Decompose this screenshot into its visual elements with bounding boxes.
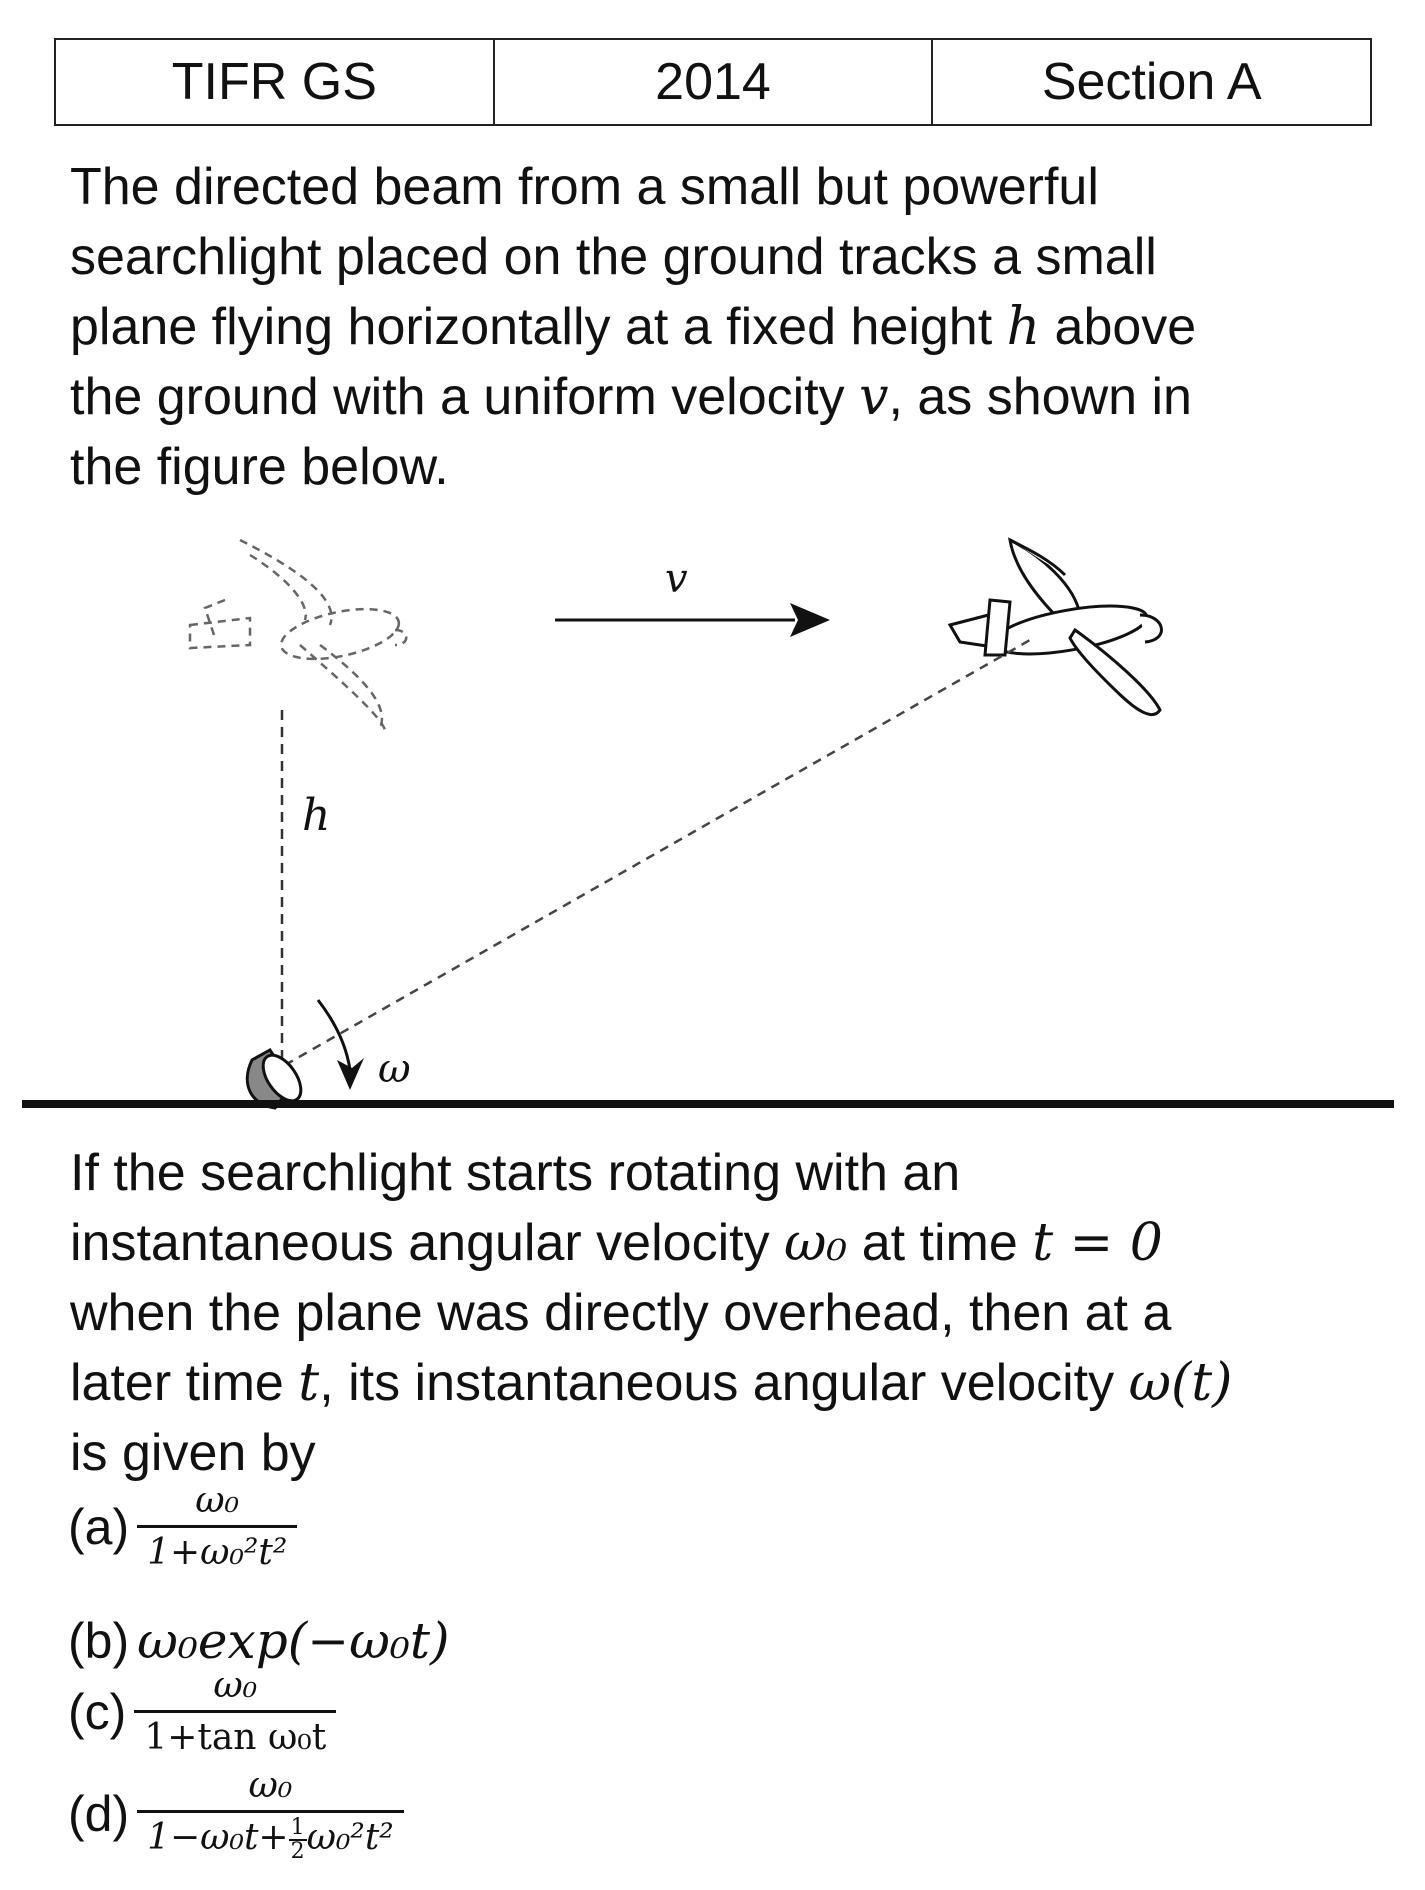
header-section: Section A <box>1041 53 1262 111</box>
option-b[interactable] <box>68 1612 450 1670</box>
option-c[interactable] <box>68 1665 336 1758</box>
searchlight-figure <box>0 530 1425 1120</box>
intro-line-5: the figure below. <box>70 438 449 496</box>
option-a[interactable] <box>68 1480 297 1573</box>
option-c-label: (c) <box>68 1683 127 1740</box>
beam-line <box>285 640 1030 1065</box>
intro-line-1: The directed beam from a small but powerful <box>70 158 1099 216</box>
velocity-arrowhead <box>790 603 830 637</box>
stem-line-5: is given by <box>70 1424 316 1482</box>
omega0: ω₀ <box>784 1213 848 1273</box>
omega-of-t: ω(t) <box>1128 1353 1233 1413</box>
var-t: t <box>298 1353 320 1413</box>
option-b-label: (b) <box>68 1613 130 1669</box>
option-a-label: (a) <box>68 1498 130 1555</box>
var-h: h <box>1006 297 1041 357</box>
header-table <box>54 38 1372 126</box>
header-exam: TIFR GS <box>56 40 495 124</box>
label-v: v <box>665 556 688 602</box>
label-h: h <box>302 790 331 841</box>
option-d-label: (d) <box>68 1786 130 1842</box>
t-equals-0: t = 0 <box>1032 1213 1163 1273</box>
question-intro <box>70 152 1370 502</box>
option-d-fraction: ω₀ 1−ω₀t+ $\frac{1}{2}$ ω₀²t² <box>137 1765 404 1863</box>
omega-arrowhead <box>337 1058 364 1090</box>
option-c-fraction: $\frac{\text{ω₀}}{\text{1+tan ω₀t}}$ <box>134 1665 336 1758</box>
var-v: v <box>859 367 889 427</box>
intro-line-2: searchlight placed on the ground tracks a small <box>70 228 1157 286</box>
header-year: 2014 <box>495 40 934 124</box>
option-d[interactable] <box>68 1765 404 1863</box>
option-b-expr: ω₀exp(−ω₀t) <box>137 1612 450 1670</box>
intro-line-3: plane flying horizontally at a fixed height h above <box>70 297 1197 357</box>
omega-arc <box>318 1000 350 1070</box>
ground-line <box>22 1100 1394 1108</box>
stem-line-3: when the plane was directly overhead, then at a <box>70 1284 1172 1342</box>
stem-line-4: later time t, its instantaneous angular velocity ω(t) <box>70 1353 1233 1413</box>
option-a-fraction: $\frac{\text{ω₀}}{\text{1+ω₀²t²}}$ <box>137 1480 297 1573</box>
question-stem <box>70 1138 1370 1488</box>
label-omega: ω <box>378 1046 411 1092</box>
intro-line-4: the ground with a uniform velocity v, as shown in <box>70 367 1192 427</box>
stem-line-2: instantaneous angular velocity ω₀ at time t = 0 <box>70 1213 1163 1273</box>
plane <box>950 540 1161 715</box>
stem-line-1: If the searchlight starts rotating with an <box>70 1144 961 1202</box>
ghost-plane <box>190 540 406 730</box>
